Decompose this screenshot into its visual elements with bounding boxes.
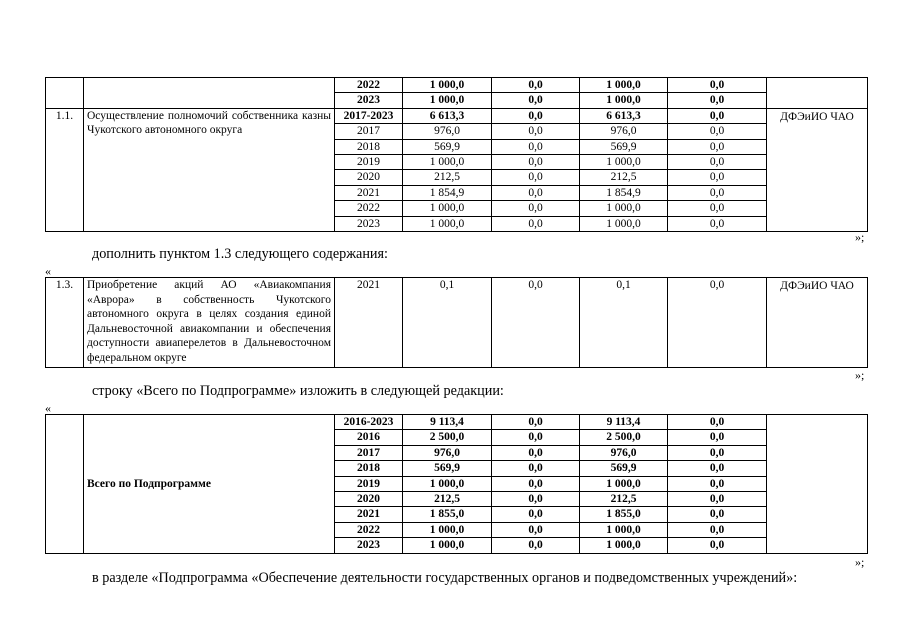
value-cell: 1 000,0 (580, 522, 668, 537)
total-cell: 2 500,0 (403, 430, 492, 445)
table-row (46, 108, 868, 123)
total-cell: 976,0 (403, 445, 492, 460)
year-cell: 2023 (335, 216, 403, 231)
value-cell: 0,0 (668, 278, 767, 368)
total-cell: 569,9 (403, 461, 492, 476)
value-cell: 0,0 (492, 445, 580, 460)
value-cell: 1 000,0 (580, 476, 668, 491)
value-cell: 0,0 (668, 445, 767, 460)
value-cell: 2 500,0 (580, 430, 668, 445)
paragraph-section-heading: в разделе «Подпрограмма «Обеспечение деятельности государственных органов и подведомственных учреждений»: (92, 570, 798, 586)
value-cell: 0,0 (668, 430, 767, 445)
value-cell: 0,0 (668, 415, 767, 430)
year-cell: 2017-2023 (335, 108, 403, 123)
value-cell: 0,0 (492, 522, 580, 537)
table-row (46, 415, 868, 430)
year-cell: 2016 (335, 430, 403, 445)
year-cell: 2018 (335, 461, 403, 476)
value-cell: 0,1 (580, 278, 668, 368)
total-cell: 1 000,0 (403, 78, 492, 93)
year-cell: 2022 (335, 78, 403, 93)
total-label: Всего по Подпрограмме (84, 415, 335, 554)
value-cell: 0,0 (668, 476, 767, 491)
total-cell: 1 000,0 (403, 216, 492, 231)
value-cell: 6 613,3 (580, 108, 668, 123)
year-cell: 2022 (335, 201, 403, 216)
value-cell: 0,0 (668, 170, 767, 185)
item-number: 1.1. (46, 108, 84, 231)
value-cell: 212,5 (580, 492, 668, 507)
paragraph-total-row: строку «Всего по Подпрограмме» изложить в следующей редакции: (92, 383, 504, 399)
value-cell: 9 113,4 (580, 415, 668, 430)
year-cell: 2023 (335, 93, 403, 108)
total-cell: 1 000,0 (403, 201, 492, 216)
total-cell: 1 000,0 (403, 93, 492, 108)
year-cell: 2021 (335, 185, 403, 200)
value-cell: 0,0 (668, 108, 767, 123)
table-item-1-3 (45, 277, 868, 368)
year-cell: 2020 (335, 170, 403, 185)
value-cell: 212,5 (580, 170, 668, 185)
value-cell: 1 854,9 (580, 185, 668, 200)
value-cell: 0,0 (668, 124, 767, 139)
value-cell: 0,0 (492, 78, 580, 93)
value-cell: 0,0 (492, 430, 580, 445)
value-cell: 976,0 (580, 445, 668, 460)
value-cell: 1 000,0 (580, 538, 668, 553)
value-cell: 1 000,0 (580, 201, 668, 216)
item-name: Осуществление полномочий собственника казны Чукотского автономного округа (84, 108, 335, 231)
value-cell: 0,0 (668, 185, 767, 200)
value-cell: 0,0 (668, 507, 767, 522)
value-cell: 0,0 (668, 139, 767, 154)
value-cell: 1 855,0 (580, 507, 668, 522)
value-cell: 0,0 (492, 461, 580, 476)
value-cell: 0,0 (668, 538, 767, 553)
value-cell: 976,0 (580, 124, 668, 139)
opening-quote-mark: « (45, 264, 51, 278)
value-cell: 1 000,0 (580, 78, 668, 93)
total-cell: 1 855,0 (403, 507, 492, 522)
total-cell: 569,9 (403, 139, 492, 154)
year-cell: 2022 (335, 522, 403, 537)
value-cell: 0,0 (492, 492, 580, 507)
value-cell: 0,0 (668, 492, 767, 507)
table-item-1-1 (45, 77, 868, 232)
total-cell: 1 000,0 (403, 155, 492, 170)
item-name: Приобретение акций АО «Авиакомпания «Аврора» в собственность Чукотского автономного округа в целях создания единой Дальневосточной авиакомпании и обеспечения доступности авиаперелетов в Дальневосточном федеральном округе (84, 278, 335, 368)
year-cell: 2019 (335, 476, 403, 491)
value-cell: 0,0 (492, 216, 580, 231)
value-cell: 0,0 (668, 93, 767, 108)
value-cell: 0,0 (492, 278, 580, 368)
value-cell: 0,0 (492, 170, 580, 185)
year-cell: 2021 (335, 507, 403, 522)
year-cell: 2018 (335, 139, 403, 154)
total-cell: 1 000,0 (403, 476, 492, 491)
table-row (46, 278, 868, 368)
value-cell: 0,0 (668, 522, 767, 537)
value-cell: 0,0 (492, 93, 580, 108)
value-cell: 569,9 (580, 461, 668, 476)
value-cell: 1 000,0 (580, 216, 668, 231)
value-cell: 1 000,0 (580, 93, 668, 108)
total-cell: 0,1 (403, 278, 492, 368)
value-cell: 0,0 (492, 415, 580, 430)
value-cell: 0,0 (492, 538, 580, 553)
agency-cell: ДФЭиИО ЧАО (767, 108, 868, 231)
year-cell: 2017 (335, 124, 403, 139)
value-cell: 0,0 (492, 185, 580, 200)
paragraph-add-item: дополнить пунктом 1.3 следующего содержания: (92, 246, 388, 262)
table-subprogram-total (45, 414, 868, 554)
total-cell: 1 854,9 (403, 185, 492, 200)
value-cell: 0,0 (492, 507, 580, 522)
year-cell: 2019 (335, 155, 403, 170)
value-cell: 0,0 (668, 155, 767, 170)
value-cell: 0,0 (668, 201, 767, 216)
value-cell: 0,0 (668, 216, 767, 231)
value-cell: 0,0 (492, 155, 580, 170)
year-cell: 2021 (335, 278, 403, 368)
closing-quote-mark: »; (855, 555, 865, 569)
value-cell: 0,0 (492, 108, 580, 123)
opening-quote-mark: « (45, 401, 51, 415)
year-cell: 2020 (335, 492, 403, 507)
total-cell: 9 113,4 (403, 415, 492, 430)
year-cell: 2017 (335, 445, 403, 460)
value-cell: 0,0 (492, 124, 580, 139)
value-cell: 0,0 (668, 461, 767, 476)
total-cell: 212,5 (403, 492, 492, 507)
total-cell: 6 613,3 (403, 108, 492, 123)
value-cell: 1 000,0 (580, 155, 668, 170)
year-cell: 2016-2023 (335, 415, 403, 430)
value-cell: 0,0 (492, 201, 580, 216)
total-cell: 1 000,0 (403, 538, 492, 553)
item-number: 1.3. (46, 278, 84, 368)
year-cell: 2023 (335, 538, 403, 553)
total-cell: 1 000,0 (403, 522, 492, 537)
closing-quote-mark: »; (855, 368, 865, 382)
value-cell: 569,9 (580, 139, 668, 154)
table-row (46, 78, 868, 93)
total-cell: 976,0 (403, 124, 492, 139)
value-cell: 0,0 (492, 139, 580, 154)
value-cell: 0,0 (492, 476, 580, 491)
total-cell: 212,5 (403, 170, 492, 185)
value-cell: 0,0 (668, 78, 767, 93)
agency-cell: ДФЭиИО ЧАО (767, 278, 868, 368)
closing-quote-mark: »; (855, 230, 865, 244)
